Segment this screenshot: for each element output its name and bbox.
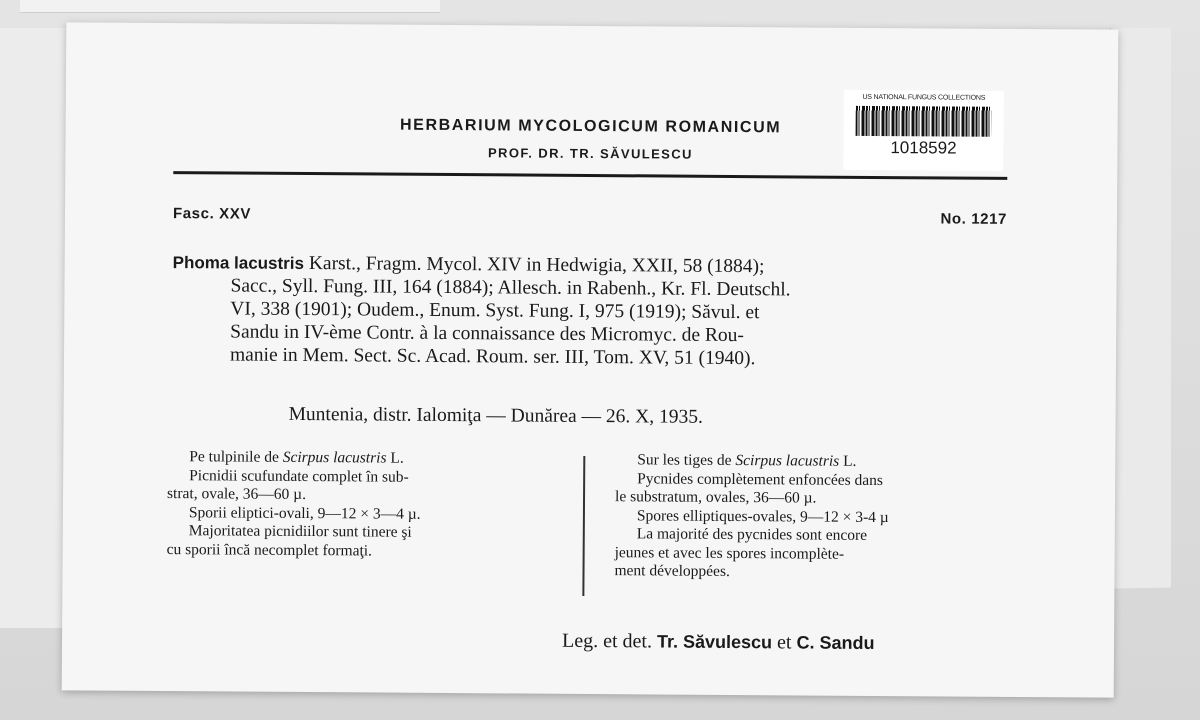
herbarium-label bbox=[62, 22, 1119, 697]
desc-line: strat, ovale, 36—60 µ. bbox=[166, 485, 307, 504]
description-french bbox=[614, 451, 1015, 583]
collector-line bbox=[562, 630, 1022, 656]
barcode-number: 1018592 bbox=[890, 138, 957, 158]
host-line bbox=[615, 451, 1015, 472]
species-name: Phoma lacustris bbox=[172, 253, 305, 274]
barcode-label bbox=[843, 90, 1004, 171]
desc-line: ment développées. bbox=[614, 562, 730, 580]
description-romanian bbox=[167, 448, 568, 562]
citation-line-4: Sandu in IV-ème Contr. à la connaissance des Micromyc. de Rou- bbox=[230, 321, 744, 347]
barcode-caption: US NATIONAL FUNGUS COLLECTIONS bbox=[862, 93, 986, 102]
background-paper-left bbox=[0, 28, 71, 628]
header-rule bbox=[173, 171, 1007, 180]
collector-join: et bbox=[772, 631, 797, 654]
desc-line: le substratum, ovales, 36—60 µ. bbox=[614, 488, 817, 507]
desc-line: La majorité des pycnides sont encore bbox=[636, 525, 868, 544]
column-divider bbox=[582, 456, 585, 596]
collector-name-1: Tr. Săvulescu bbox=[656, 631, 773, 653]
host-name: Scirpus lacustris bbox=[282, 448, 387, 467]
collector-name-2: C. Sandu bbox=[796, 632, 875, 653]
desc-line: Majoritatea picnidiilor sunt tinere şi bbox=[188, 522, 412, 541]
herbarium-title: HERBARIUM MYCOLOGICUM ROMANICUM bbox=[399, 116, 782, 137]
desc-line: Sporii eliptici-ovali, 9—12 × 3—4 µ. bbox=[188, 503, 421, 523]
desc-line: cu sporii încă necomplet formaţi. bbox=[166, 540, 373, 559]
desc-line: jeunes et avec les spores incomplète- bbox=[614, 543, 845, 563]
desc-line: Picnidii scufundate complet în sub- bbox=[189, 466, 409, 486]
citation-line-3: VI, 338 (1901); Oudem., Enum. Syst. Fung. I, 975 (1919); Săvul. et bbox=[230, 298, 760, 324]
collector-prefix: Leg. et det. bbox=[561, 629, 658, 653]
herbarium-curator: PROF. DR. TR. SĂVULESCU bbox=[487, 145, 693, 162]
locality: Muntenia, distr. Ialomiţa — Dunărea — 26. X, 1935. bbox=[288, 403, 703, 428]
host-prefix: Sur les tiges de bbox=[637, 451, 736, 470]
host-prefix: Pe tulpinile de bbox=[189, 448, 283, 466]
citation-line-2: Sacc., Syll. Fung. III, 164 (1884); Allesch. in Rabenh., Kr. Fl. Deutschl. bbox=[230, 275, 791, 301]
fascicle-number: Fasc. XXV bbox=[172, 205, 252, 223]
host-name: Scirpus lacustris bbox=[735, 452, 840, 470]
background-paper-strip bbox=[20, 0, 440, 13]
desc-line: Pycnides complètement enfoncées dans bbox=[637, 469, 884, 489]
barcode-icon bbox=[856, 106, 992, 137]
desc-line: Spores elliptiques-ovales, 9—12 × 3-4 µ bbox=[636, 506, 889, 526]
host-suffix: L. bbox=[839, 452, 857, 470]
background-paper-right bbox=[1110, 27, 1171, 588]
specimen-number: No. 1217 bbox=[940, 210, 1008, 228]
host-suffix: L. bbox=[386, 449, 404, 467]
host-line bbox=[167, 448, 567, 469]
citation-text: Karst., Fragm. Mycol. XIV in Hedwigia, XXII, 58 (1884); bbox=[308, 253, 765, 278]
taxon-citation bbox=[172, 251, 1013, 372]
citation-line-5: manie in Mem. Sect. Sc. Acad. Roum. ser. III, Tom. XV, 51 (1940). bbox=[229, 344, 756, 370]
